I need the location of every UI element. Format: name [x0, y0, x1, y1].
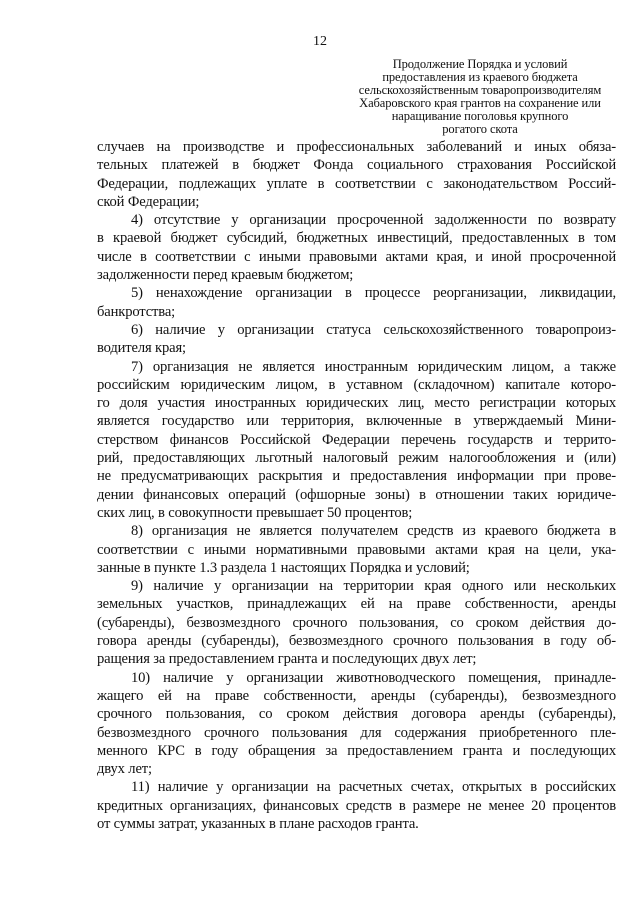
- paragraph: [97, 522, 616, 577]
- paragraph: [97, 669, 616, 779]
- text-line: ских лиц, в совокупности превышает 50 процентов;: [97, 504, 413, 521]
- text-line: не предусматривающих раскрытия и предоставления информации при прове-: [97, 468, 616, 485]
- text-line: соответствии с иными нормативными правовыми актами края на цели, ука-: [97, 541, 616, 558]
- text-line: числе в соответствии с иными правовыми актами края, и иной просроченной: [97, 248, 616, 265]
- header-line: рогатого скота: [442, 122, 518, 136]
- text-line: 4) отсутствие у организации просроченной задолженности по возврату: [131, 212, 616, 229]
- text-line: от суммы затрат, указанных в плане расходов гранта.: [97, 815, 419, 832]
- document-body: [97, 138, 616, 833]
- paragraph: [97, 321, 616, 358]
- paragraph: [97, 284, 616, 321]
- text-line: (субаренды), безвозмездного срочного пользования, со сроком действия до-: [97, 614, 616, 631]
- text-line: российским юридическим лицом, в уставном (складочном) капитале которо-: [97, 376, 616, 393]
- text-line: безвозмездного срочного пользования для содержания приобретенного пле-: [97, 724, 616, 741]
- text-line: 5) ненахождение организации в процессе реорганизации, ликвидации,: [131, 285, 616, 302]
- text-line: 10) наличие у организации животноводческого помещения, принадле-: [131, 669, 616, 686]
- header-line: Хабаровского края грантов на сохранение или: [359, 96, 601, 110]
- text-line: 11) наличие у организации на расчетных счетах, открытых в российских: [131, 779, 616, 796]
- text-line: случаев на производстве и профессиональных заболеваний и иных обяза-: [97, 139, 616, 155]
- text-line: земельных участков, принадлежащих ей на праве собственности, аренды: [97, 596, 616, 613]
- text-line: водителя края;: [97, 340, 186, 357]
- text-line: тельных платежей в бюджет Фонда социального страхования Российской: [97, 157, 616, 174]
- text-line: жащего ей на праве собственности, аренды (субаренды), безвозмездного: [97, 687, 616, 704]
- text-line: говора аренды (субаренды), безвозмездного срочного пользования в году об-: [97, 633, 616, 650]
- header-line: сельскохозяйственным товаропроизводителям: [358, 83, 602, 97]
- paragraph: [97, 577, 616, 668]
- text-line: го доля участия иностранных юридических лиц, место регистрации которых: [97, 395, 616, 412]
- text-line: стерством финансов Российской Федерации перечень государств и террито-: [97, 431, 616, 448]
- text-line: 6) наличие у организации статуса сельскохозяйственного товаропроиз-: [131, 321, 616, 338]
- document-header: [352, 58, 608, 136]
- text-line: Федерации, подлежащих уплате в соответствии с законодательством Россий-: [97, 175, 616, 192]
- text-line: менного КРС в году обращения за предоставлением гранта и последующих: [97, 742, 616, 759]
- header-line: предоставления из краевого бюджета: [382, 70, 578, 84]
- text-line: банкротства;: [97, 303, 176, 320]
- text-line: рий, предоставляющих льготный налоговый режим налогообложения и (или): [97, 450, 616, 467]
- text-line: дении финансовых операций (офшорные зоны) в отношении таких юридиче-: [97, 486, 616, 503]
- text-line: 7) организация не является иностранным юридическим лицом, а также: [131, 358, 616, 375]
- text-line: двух лет;: [97, 761, 152, 778]
- text-line: срочного пользования, со сроком действия договора аренды (субаренды),: [97, 706, 616, 723]
- page-number: 12: [313, 34, 327, 49]
- header-line: наращивание поголовья крупного: [391, 109, 569, 123]
- text-line: кредитных организациях, финансовых средств в размере не менее 20 процентов: [97, 797, 616, 814]
- text-line: ской Федерации;: [97, 193, 200, 210]
- paragraph: [97, 138, 616, 211]
- header-line: Продолжение Порядка и условий: [392, 57, 568, 71]
- paragraph: [97, 358, 616, 523]
- paragraph: [97, 778, 616, 833]
- paragraph: [97, 211, 616, 284]
- text-line: ращения за предоставлением гранта и последующих двух лет;: [97, 651, 477, 668]
- text-line: 8) организация не является получателем средств из краевого бюджета в: [131, 523, 616, 540]
- text-line: 9) наличие у организации на территории края одного или нескольких: [131, 578, 616, 595]
- text-line: задолженности перед краевым бюджетом;: [97, 267, 354, 284]
- text-line: в краевой бюджет субсидий, бюджетных инвестиций, предоставленных в том: [97, 230, 616, 247]
- text-line: является государство или территория, включенные в утверждаемый Мини-: [97, 413, 616, 430]
- text-line: занные в пункте 1.3 раздела 1 настоящих Порядка и условий;: [97, 559, 470, 576]
